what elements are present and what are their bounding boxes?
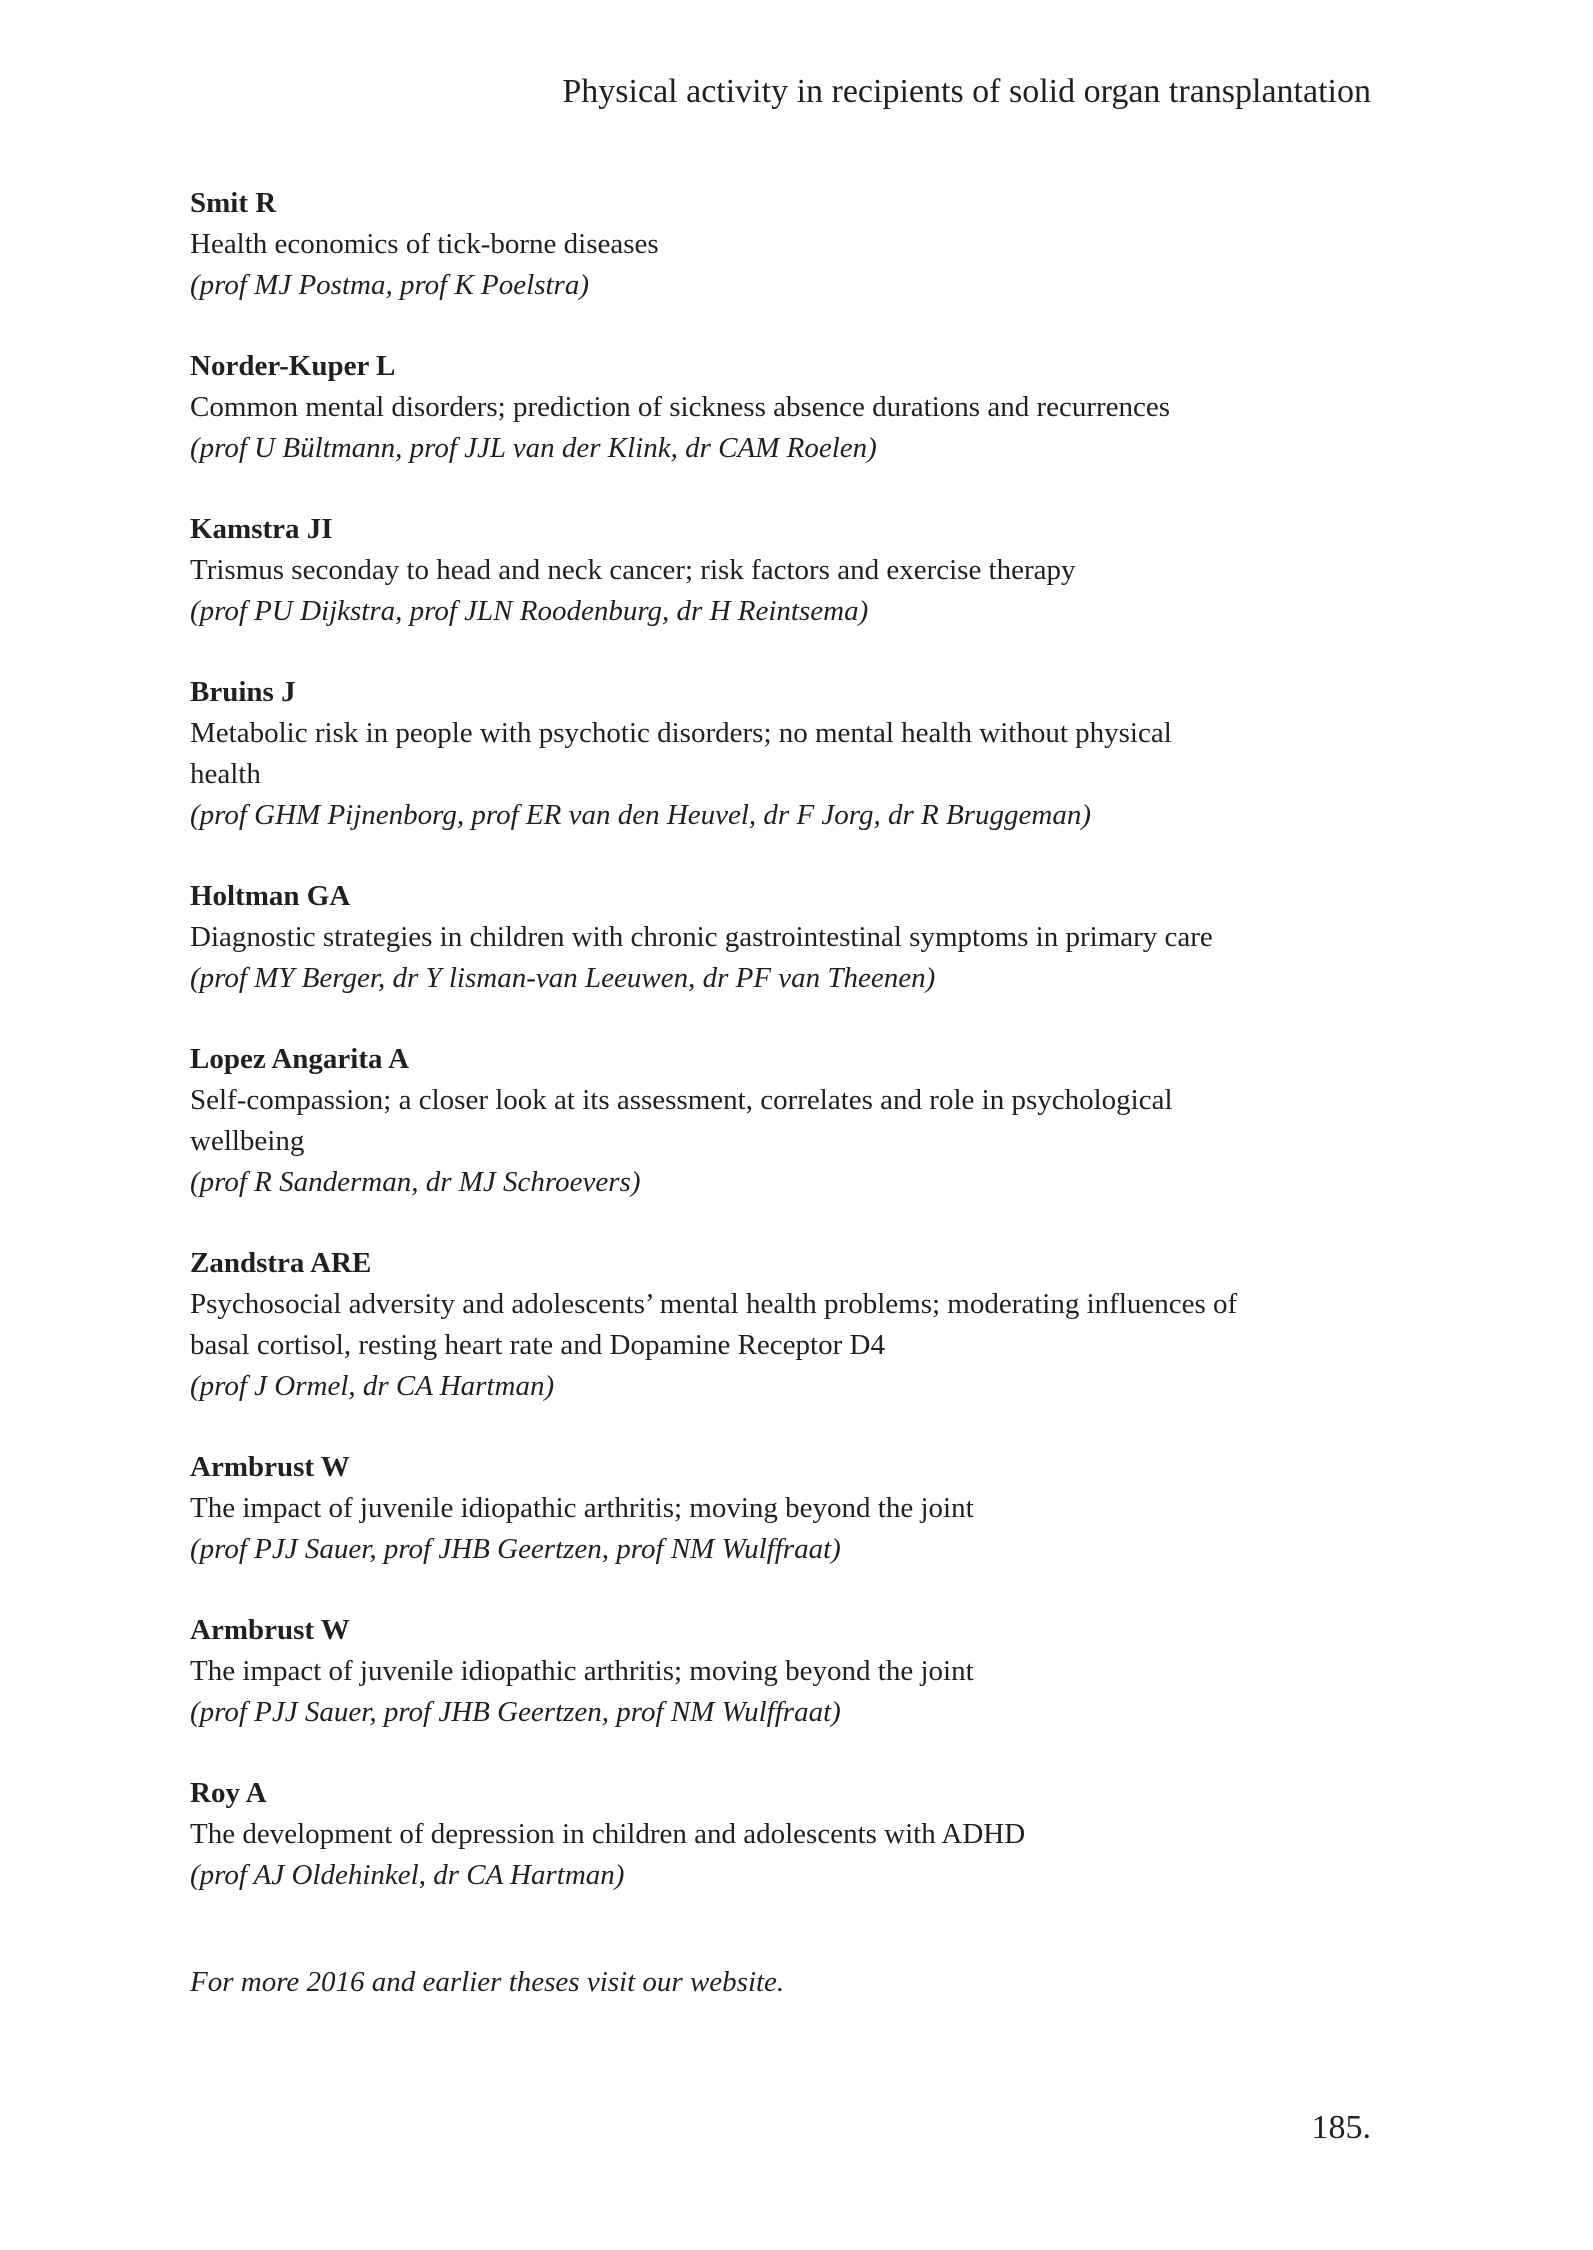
author-name: Armbrust W	[190, 1451, 350, 1483]
supervisors: (prof U Bültmann, prof JJL van der Klink, dr CAM Roelen)	[190, 432, 877, 464]
supervisors: (prof GHM Pijnenborg, prof ER van den Heuvel, dr F Jorg, dr R Bruggeman)	[190, 799, 1091, 831]
author-name: Norder-Kuper L	[190, 350, 396, 382]
supervisors: (prof PU Dijkstra, prof JLN Roodenburg, dr H Reintsema)	[190, 595, 869, 627]
author-name: Lopez Angarita A	[190, 1043, 410, 1075]
thesis-title: Health economics of tick-borne diseases	[190, 228, 659, 260]
thesis-entry	[190, 672, 1290, 836]
thesis-title: The impact of juvenile idiopathic arthritis; moving beyond the joint	[190, 1655, 974, 1687]
author-name: Smit R	[190, 187, 277, 219]
thesis-title: The impact of juvenile idiopathic arthritis; moving beyond the joint	[190, 1492, 974, 1524]
author-name: Kamstra JI	[190, 513, 333, 545]
page-number: 185.	[1311, 2109, 1371, 2146]
thesis-entry	[190, 183, 1290, 306]
thesis-title: Self-compassion; a closer look at its assessment, correlates and role in psychological wellbeing	[190, 1084, 1173, 1157]
thesis-title: Metabolic risk in people with psychotic disorders; no mental health without physical health	[190, 717, 1172, 790]
supervisors: (prof MY Berger, dr Y lisman-van Leeuwen, dr PF van Theenen)	[190, 962, 936, 994]
running-header: Physical activity in recipients of solid organ transplantation	[562, 73, 1371, 110]
author-name: Holtman GA	[190, 880, 351, 912]
thesis-entry	[190, 509, 1290, 632]
supervisors: (prof R Sanderman, dr MJ Schroevers)	[190, 1166, 641, 1198]
thesis-entry	[190, 1243, 1290, 1407]
author-name: Armbrust W	[190, 1614, 350, 1646]
supervisors: (prof PJJ Sauer, prof JHB Geertzen, prof NM Wulffraat)	[190, 1696, 841, 1728]
thesis-title: Diagnostic strategies in children with chronic gastrointestinal symptoms in primary care	[190, 921, 1213, 953]
thesis-title: The development of depression in children and adolescents with ADHD	[190, 1818, 1026, 1850]
thesis-entry	[190, 1773, 1290, 1896]
supervisors: (prof PJJ Sauer, prof JHB Geertzen, prof NM Wulffraat)	[190, 1533, 841, 1565]
thesis-title: Psychosocial adversity and adolescents’ mental health problems; moderating influences of basal cortisol, resting heart rate and Dopamine Receptor D4	[190, 1288, 1238, 1361]
footer-note: For more 2016 and earlier theses visit our website.	[190, 1966, 785, 1998]
thesis-entry	[190, 1610, 1290, 1733]
supervisors: (prof MJ Postma, prof K Poelstra)	[190, 269, 589, 301]
author-name: Roy A	[190, 1777, 267, 1809]
thesis-title: Trismus seconday to head and neck cancer; risk factors and exercise therapy	[190, 554, 1076, 586]
thesis-title: Common mental disorders; prediction of sickness absence durations and recurrences	[190, 391, 1171, 423]
supervisors: (prof J Ormel, dr CA Hartman)	[190, 1370, 555, 1402]
supervisors: (prof AJ Oldehinkel, dr CA Hartman)	[190, 1859, 625, 1891]
thesis-list	[190, 183, 1290, 1936]
author-name: Bruins J	[190, 676, 296, 708]
thesis-entry	[190, 1039, 1290, 1203]
thesis-entry	[190, 346, 1290, 469]
thesis-entry	[190, 1447, 1290, 1570]
author-name: Zandstra ARE	[190, 1247, 372, 1279]
thesis-entry	[190, 876, 1290, 999]
